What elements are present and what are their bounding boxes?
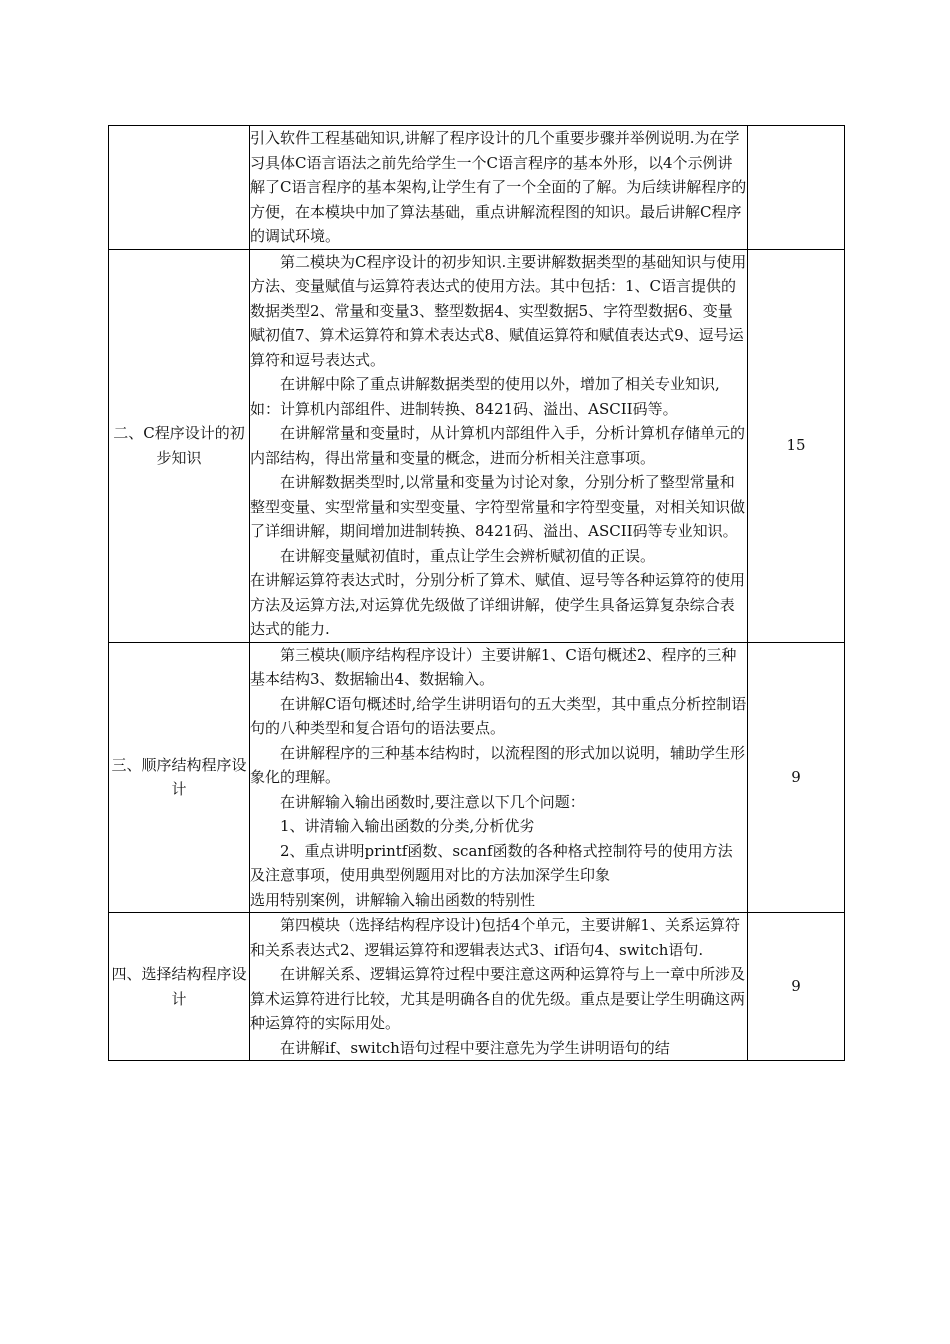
table-row (109, 913, 845, 1061)
content-paragraph: 在讲解if、switch语句过程中要注意先为学生讲明语句的结 (280, 1038, 670, 1057)
module-title-cell: 四、选择结构程序设计 (109, 913, 250, 1061)
content-paragraph: 在讲解运算符表达式时，分别分析了算术、赋值、逗号等各种运算符的使用方法及运算方法,对运算优先级做了详细讲解，使学生具备运算复杂综合表达式的能力. (250, 571, 746, 638)
course-content-table (108, 125, 845, 1061)
content-paragraph: 1、讲清输入输出函数的分类,分析优劣 (280, 817, 535, 835)
content-paragraph: 在讲解关系、逻辑运算符过程中要注意这两种运算符与上一章中所涉及算术运算符进行比较，尤其是明确各自的优先级。重点是要让学生明确这两种运算符的实际用处。 (250, 965, 746, 1032)
content-paragraph: 在讲解数据类型时,以常量和变量为讨论对象，分别分析了整型常量和整型变量、实型常量和实型变量、字符型常量和字符型变量，对相关知识做了详细讲解，期间增加进制转换、8421码、溢出、ASCII码等专业知识。 (250, 473, 746, 540)
content-paragraph: 在讲解变量赋初值时，重点让学生会辨析赋初值的正误。 (280, 546, 656, 565)
hours-cell (748, 126, 845, 250)
content-paragraph: 第四模块（选择结构程序设计)包括4个单元，主要讲解1、关系运算符和关系表达式2、逻辑运算符和逻辑表达式3、if语句4、switch语句. (250, 916, 740, 959)
module-title-cell: 二、C程序设计的初步知识 (109, 249, 250, 642)
content-paragraph: 2、重点讲明printf函数、scanf函数的各种格式控制符号的使用方法及注意事项，使用典型例题用对比的方法加深学生印象 (250, 841, 733, 884)
module-content-cell (250, 249, 748, 642)
table-row (109, 642, 845, 913)
module-content-cell (250, 913, 748, 1061)
table-row (109, 126, 845, 250)
content-paragraph: 在讲解输入输出函数时,要注意以下几个问题： (280, 792, 585, 811)
hours-cell: 9 (748, 913, 845, 1061)
content-paragraph: 第三模块(顺序结构程序设计）主要讲解1、C语句概述2、程序的三种基本结构3、数据输出4、数据输入。 (250, 645, 737, 688)
content-paragraph: 引入软件工程基础知识,讲解了程序设计的几个重要步骤并举例说明.为在学习具体C语言语法之前先给学生一个C语言程序的基本外形，以4个示例讲解了C语言程序的基本架构,让学生有了一个全面的了解。为后续讲解程序的方便，在本模块中加了算法基础，重点讲解流程图的知识。最后讲解C程序的调试环境。 (250, 129, 747, 245)
content-paragraph: 在讲解C语句概述时,给学生讲明语句的五大类型，其中重点分析控制语句的八种类型和复合语句的语法要点。 (250, 694, 747, 737)
content-paragraph: 第二模块为C程序设计的初步知识.主要讲解数据类型的基础知识与使用方法、变量赋值与运算符表达式的使用方法。其中包括：1、C语言提供的数据类型2、常量和变量3、整型数据4、实型数据5、字符型数据6、变量赋初值7、算术运算符和算术表达式8、赋值运算符和赋值表达式9、逗号运算符和逗号表达式。 (250, 252, 747, 369)
module-title-cell: 三、顺序结构程序设计 (109, 642, 250, 913)
module-content-cell (250, 126, 748, 250)
module-title-cell (109, 126, 250, 250)
hours-cell: 15 (748, 249, 845, 642)
content-paragraph: 选用特别案例，讲解输入输出函数的特别性 (250, 890, 536, 909)
content-paragraph: 在讲解中除了重点讲解数据类型的使用以外，增加了相关专业知识,如：计算机内部组件、进制转换、8421码、溢出、ASCII码等。 (250, 375, 720, 418)
table-row (109, 249, 845, 642)
content-paragraph: 在讲解程序的三种基本结构时，以流程图的形式加以说明，辅助学生形象化的理解。 (250, 743, 746, 786)
content-paragraph: 在讲解常量和变量时，从计算机内部组件入手，分析计算机存储单元的内部结构，得出常量和变量的概念，进而分析相关注意事项。 (250, 424, 746, 467)
hours-cell: 9 (748, 642, 845, 913)
module-content-cell (250, 642, 748, 913)
